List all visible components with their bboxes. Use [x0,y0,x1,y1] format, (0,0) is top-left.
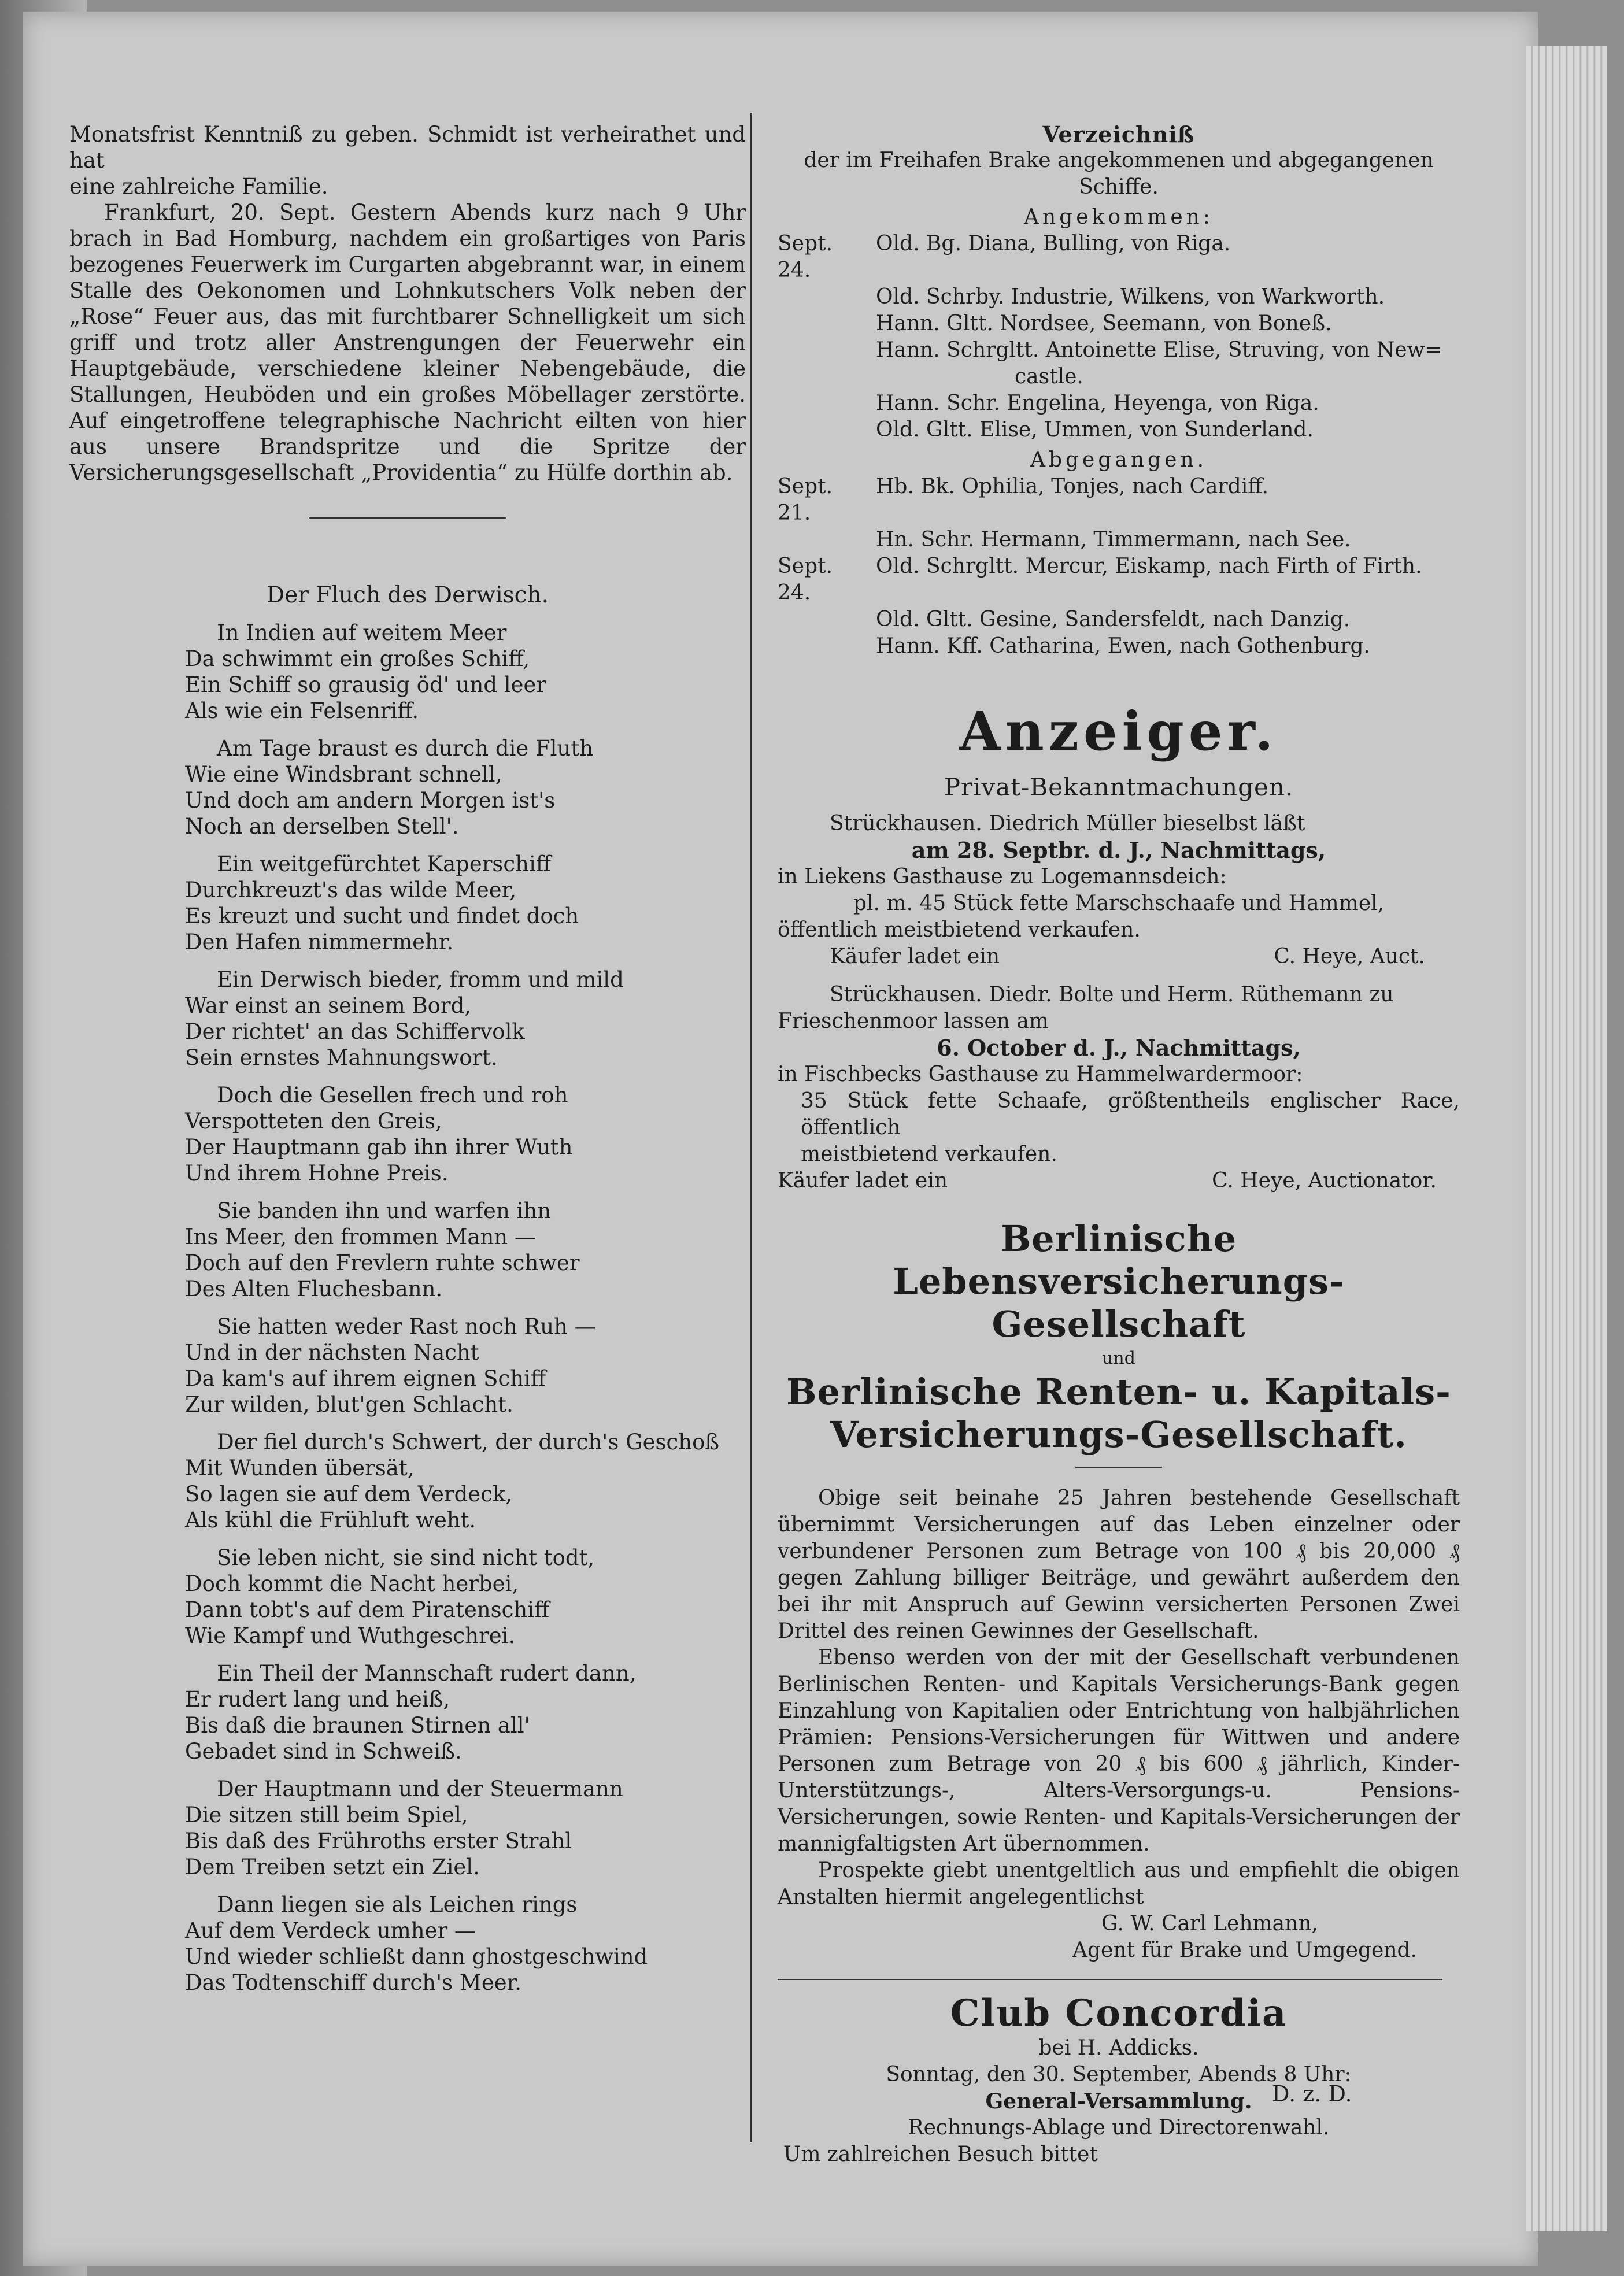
ship-text: Old. Bg. Diana, Bulling, von Riga. [876,232,1231,256]
club-title: Club Concordia [950,1992,1288,2035]
ship-date [778,337,859,364]
poem-stanza [185,1313,746,1418]
ship-entry [778,527,1460,553]
ad2-signature: C. Heye, Auctionator. [1212,1169,1437,1193]
poem-line: War einst an seinem Bord, [185,993,472,1018]
ship-text: Old. Schrgltt. Mercur, Eiskamp, nach Firth of Firth. [876,554,1422,578]
insurance-title-1: Berlinische Lebensversicherungs- [893,1217,1345,1302]
poem-line: Wie Kampf und Wuthgeschrei. [185,1623,516,1648]
club-line: General-Versammlung. [985,2089,1252,2114]
club-line: Sonntag, den 30. September, Abends 8 Uhr: [886,2063,1352,2086]
ship-date: Sept. 24. [778,554,833,605]
ship-date [778,417,859,443]
insurance-agent-name: G. W. Carl Lehmann, [1101,1912,1318,1935]
ad-strueckhausen-1 [778,811,1460,970]
club-divider [778,1979,1442,1980]
poem-stanza [185,851,746,955]
ship-date [778,284,859,310]
poem-line: Als wie ein Felsenriff. [185,698,419,723]
insurance-title-4: Versicherungs-Gesellschaft. [830,1413,1407,1456]
poem-line: Sie hatten weder Rast noch Ruh — [217,1314,596,1339]
ship-date [778,364,859,390]
ad2-line: 35 Stück fette Schaafe, größtentheils englischer Race, öffentlich [801,1089,1460,1139]
poem-line: Mit Wunden übersät, [185,1456,415,1481]
poem-line: Der Hauptmann gab ihn ihrer Wuth [185,1135,573,1160]
departures-list [778,473,1460,660]
ship-text: Old. Schrby. Industrie, Wilkens, von Warkworth. [876,285,1385,309]
ship-entry [778,606,1460,633]
poem-line: Durchkreuzt's das wilde Meer, [185,878,517,902]
poem-line: Er rudert lang und heiß, [185,1687,450,1712]
poem-stanza [185,1660,746,1764]
ship-entry [778,390,1460,417]
section-divider [309,517,506,519]
poem-stanza [185,735,746,839]
ad1-line: Käufer ladet ein [830,945,1000,968]
left-column [69,121,746,2007]
column-divider [750,113,752,2142]
poem-title: Der Fluch des Derwisch. [266,582,549,608]
insurance-divider [1075,1467,1162,1468]
insurance-title-3: Berlinische Renten- u. Kapitals- [786,1371,1451,1413]
poem-line: Und doch am andern Morgen ist's [185,788,556,813]
insurance-agent-title: Agent für Brake und Umgegend. [1072,1938,1418,1962]
poem-stanza [185,967,746,1071]
private-announcements-heading: Privat-Bekanntmachungen. [944,773,1294,801]
ship-text: Hann. Schrgltt. Antoinette Elise, Struving, von New= [876,338,1442,362]
ship-text: Old. Gltt. Gesine, Sandersfeldt, nach Danzig. [876,608,1351,631]
ship-entry [778,473,1460,527]
poem-stanza [185,1082,746,1186]
ship-date [778,390,859,417]
poem-line: Sein ernstes Mahnungswort. [185,1045,498,1070]
poem-stanza [185,1198,746,1302]
anzeiger-heading: Anzeiger. [959,700,1278,763]
intro-line-2: eine zahlreiche Familie. [69,174,328,199]
poem-line: Ein Theil der Mannschaft rudert dann, [217,1661,637,1686]
ship-register-title: Verzeichniß [1042,121,1195,147]
club-line: Rechnungs-Ablage und Directorenwahl. [908,2116,1330,2140]
club-line: Um zahlreichen Besuch bittet [783,2142,1098,2166]
poem-line: Doch kommt die Nacht herbei, [185,1571,519,1596]
club-concordia-ad [778,1992,1460,2168]
ship-entry [778,337,1460,364]
poem-line: Des Alten Fluchesbann. [185,1276,443,1301]
ad2-line: in Fischbecks Gasthause zu Hammelwardermoor: [778,1063,1303,1086]
arrivals-list [778,231,1460,443]
poem-line: Doch die Gesellen frech und roh [217,1083,568,1108]
poem-line: Und wieder schließt dann ghostgeschwind [185,1944,648,1969]
ship-register-subtitle: der im Freihafen Brake angekommenen und abgegangenen Schiffe. [804,149,1434,199]
poem-line: Doch auf den Frevlern ruhte schwer [185,1250,580,1275]
poem-stanza [185,1892,746,1996]
ship-date [778,633,859,660]
poem-line: Ein weitgefürchtet Kaperschiff [217,852,552,876]
ship-date [778,606,859,633]
poem-body [69,620,746,1996]
ship-entry [778,284,1460,310]
ad1-date: am 28. Septbr. d. J., Nachmittags, [911,837,1326,863]
ship-text: Hann. Kff. Catharina, Ewen, nach Gothenburg. [876,634,1370,658]
poem-line: Der fiel durch's Schwert, der durch's Geschoß [217,1430,720,1455]
poem-line: Ein Derwisch bieder, fromm und mild [217,967,624,992]
ad1-line: Strückhausen. Diedrich Müller bieselbst läßt [830,812,1305,835]
poem-line: Das Todtenschiff durch's Meer. [185,1970,521,1995]
ship-entry [778,231,1460,284]
ship-text: Hn. Schr. Hermann, Timmermann, nach See. [876,528,1351,552]
ship-text: Hann. Schr. Engelina, Heyenga, von Riga. [876,391,1319,415]
insurance-ad [778,1217,1460,1964]
poem-line: Den Hafen nimmermehr. [185,930,454,954]
poem-line: Da kam's auf ihrem eignen Schiff [185,1366,546,1391]
club-signature: D. z. D. [1272,2081,1352,2107]
ad1-line: öffentlich meistbietend verkaufen. [778,918,1141,942]
intro-line-1: Monatsfrist Kenntniß zu geben. Schmidt ist verheirathet und hat [69,122,746,173]
page-stack-edge [1526,46,1607,2231]
club-line: bei H. Addicks. [1038,2036,1199,2060]
poem-line: Und ihrem Hohne Preis. [185,1161,449,1186]
poem-line: Noch an derselben Stell'. [185,814,459,839]
poem-line: So lagen sie auf dem Verdeck, [185,1482,513,1507]
poem-line: Der Hauptmann und der Steuermann [217,1777,623,1801]
poem-stanza [185,1429,746,1533]
poem-line: Ein Schiff so grausig öd' und leer [185,672,547,697]
poem-line: Der richtet' an das Schiffervolk [185,1019,525,1044]
poem-stanza [185,1776,746,1880]
ship-entry [778,364,1460,390]
ad2-date: 6. October d. J., Nachmittags, [937,1035,1301,1061]
poem-line: Bis daß des Frühroths erster Strahl [185,1829,572,1853]
ship-text: castle. [1015,365,1083,388]
poem-stanza [185,620,746,724]
poem-line: Dem Treiben setzt ein Ziel. [185,1855,480,1879]
poem-line: Dann liegen sie als Leichen rings [217,1892,578,1917]
poem-line: Wie eine Windsbrant schnell, [185,762,502,787]
ship-text: Old. Gltt. Elise, Ummen, von Sunderland. [876,418,1314,442]
poem-stanza [185,1545,746,1649]
ad2-line: Strückhausen. Diedr. Bolte und Herm. Rüthemann zu [830,983,1394,1006]
poem-line: Gebadet sind in Schweiß. [185,1739,462,1764]
ad-strueckhausen-2 [778,982,1460,1194]
insurance-title-2: Gesellschaft [992,1303,1246,1345]
poem-line: Da schwimmt ein großes Schiff, [185,646,530,671]
poem-line: Ins Meer, den frommen Mann — [185,1224,536,1249]
ad2-line: Frieschenmoor lassen am [778,1009,1049,1033]
poem-line: Als kühl die Frühluft weht. [185,1508,476,1533]
poem-line: Bis daß die braunen Stirnen all' [185,1713,530,1738]
ship-date: Sept. 24. [778,232,833,282]
ship-text: Hann. Gltt. Nordsee, Seemann, von Boneß. [876,312,1332,335]
poem-line: Sie banden ihn und warfen ihn [217,1198,552,1223]
right-column [778,121,1460,2168]
ad1-signature: C. Heye, Auct. [1274,945,1425,968]
poem-line: Sie leben nicht, sie sind nicht todt, [217,1545,595,1570]
insurance-paragraph-3: Prospekte giebt unentgeltlich aus und empfiehlt die obigen Anstalten hiermit angelegentlichst [778,1859,1460,1909]
poem-line: Dann tobt's auf dem Piratenschiff [185,1597,550,1622]
poem-line: Auf dem Verdeck umher — [185,1918,476,1943]
ship-date: Sept. 21. [778,475,833,525]
ship-entry [778,633,1460,660]
insurance-paragraph-1: Obige seit beinahe 25 Jahren bestehende Gesellschaft übernimmt Versicherungen auf das Leben einzelner oder verbundener Personen zum Betrage von 100 ₰ bis 20,000 ₰ gegen Zahlung billiger Beiträge, und gewährt außerdem den bei ihr mit Anspruch auf Gewinn versicherten Personen Zwei Drittel des reinen Gewinnes der Gesellschaft. [778,1486,1460,1643]
poem-line: Zur wilden, blut'gen Schlacht. [185,1392,513,1417]
departed-heading: Abgegangen. [1030,448,1208,472]
poem-line: Am Tage braust es durch die Fluth [217,736,594,761]
arrived-heading: Angekommen: [1024,205,1214,229]
ad2-line: Käufer ladet ein [778,1169,948,1193]
ship-text: Hb. Bk. Ophilia, Tonjes, nach Cardiff. [876,475,1268,498]
ad1-line: in Liekens Gasthause zu Logemannsdeich: [778,865,1227,889]
ship-entry [778,310,1460,337]
ad2-line: meistbietend verkaufen. [801,1142,1057,1166]
poem-line: Verspotteten den Greis, [185,1109,442,1134]
frankfurt-article: Frankfurt, 20. Sept. Gestern Abends kurz nach 9 Uhr brach in Bad Homburg, nachdem ein großartiges von Paris bezogenes Feuerwerk im Curgarten abgebrannt war, in einem Stalle des Oekonomen und Lohnkutschers Volk neben der „Rose“ Feuer aus, das mit furchtbarer Schnelligkeit um sich griff und trotz aller Anstrengungen der Feuerwehr ein Hauptgebäude, verschiedene kleiner Nebengebäude, die Stallungen, Heuböden und ein großes Möbellager zerstörte. Auf eingetroffene telegraphische Nachricht eilten von hier aus unsere Brandspritze und die Spritze der Versicherungsgesellschaft „Providentia“ zu Hülfe dorthin ab. [69,200,746,485]
ship-entry [778,417,1460,443]
poem-line: In Indien auf weitem Meer [217,620,507,645]
ship-date [778,310,859,337]
ship-date [778,527,859,553]
ad1-line: pl. m. 45 Stück fette Marschschaafe und Hammel, [853,891,1385,915]
insurance-und: und [1102,1348,1135,1368]
ship-entry [778,553,1460,606]
poem-line: Es kreuzt und sucht und findet doch [185,904,579,928]
poem-line: Die sitzen still beim Spiel, [185,1803,468,1827]
poem-line: Und in der nächsten Nacht [185,1340,479,1365]
insurance-paragraph-2: Ebenso werden von der mit der Gesellschaft verbundenen Berlinischen Renten- und Kapitals Versicherungs-Bank gegen Einzahlung von Kapitalien oder Entrichtung von halbjährlichen Prämien: Pensions-Versicherungen für Wittwen und andere Personen zum Betrage von 20 ₰ bis 600 ₰ jährlich, Kinder-Unterstützungs-, Alters-Versorgungs-u. Pensions-Versicherungen, sowie Renten- und Kapitals-Versicherungen der mannigfaltigsten Art übernommen. [778,1646,1460,1856]
